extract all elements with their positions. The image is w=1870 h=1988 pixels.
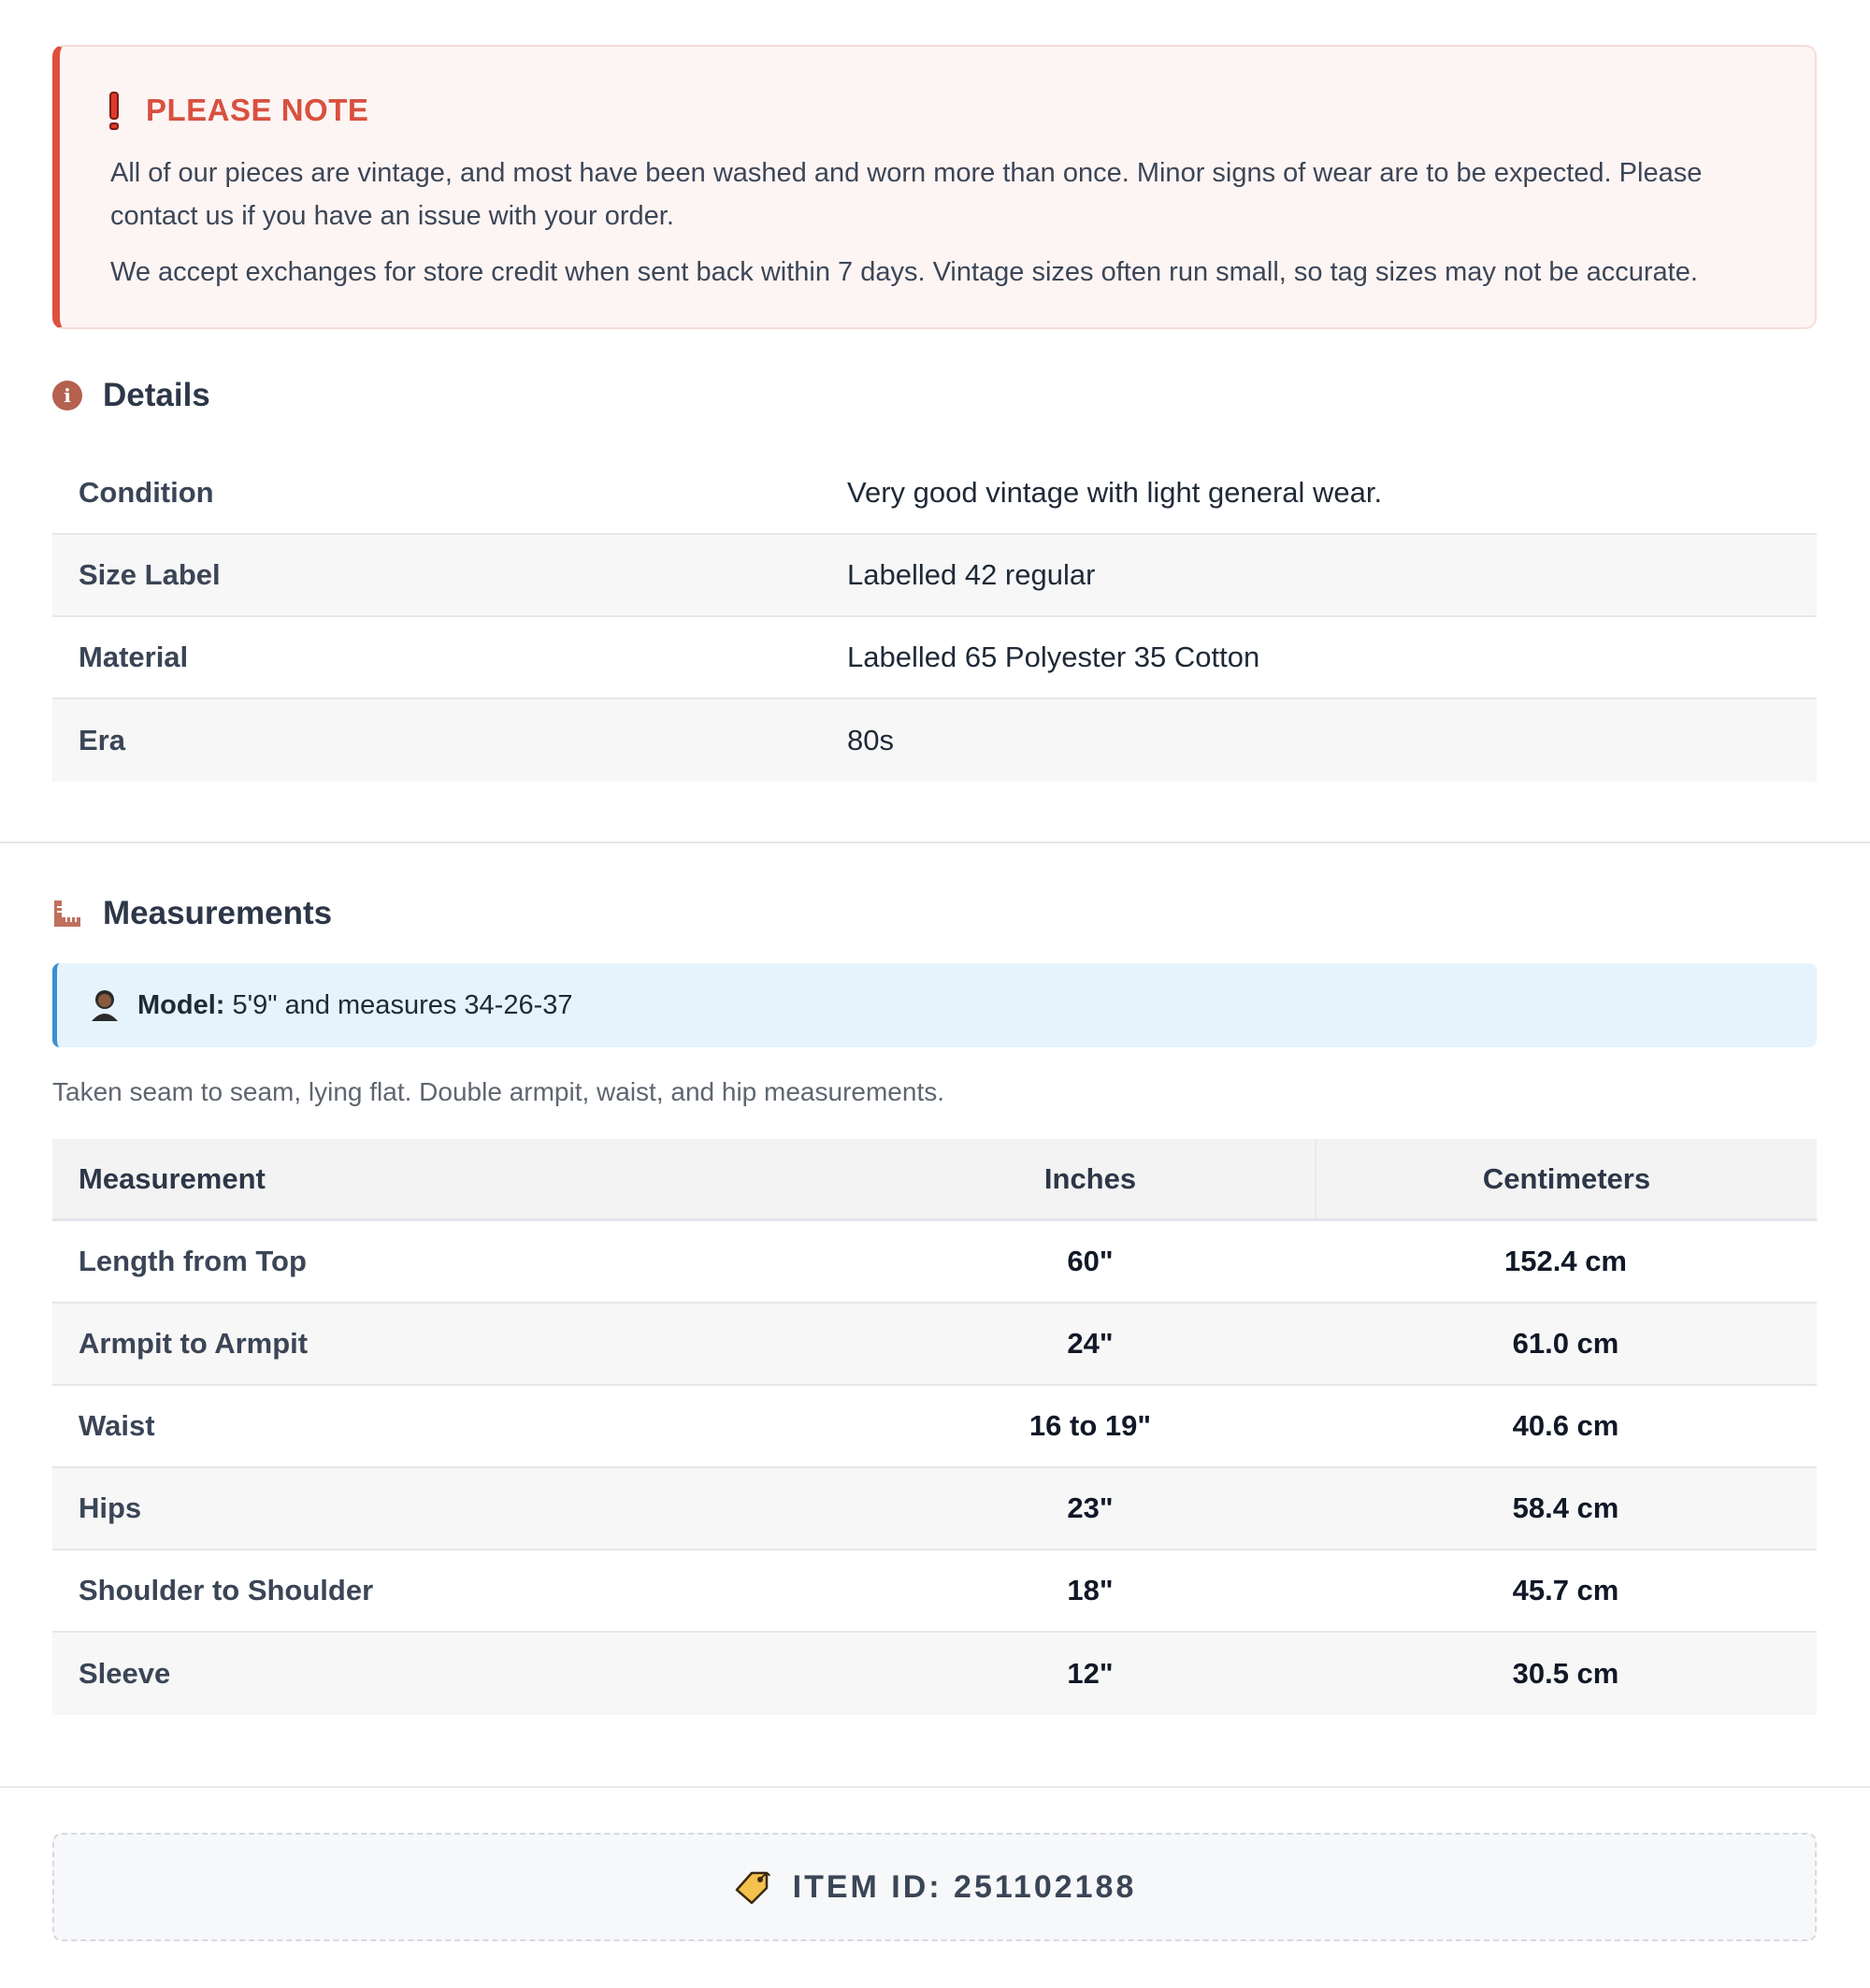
please-note-box (52, 45, 1817, 329)
measurement-inches: 60" (1067, 1245, 1114, 1277)
measurement-inches: 24" (1067, 1327, 1114, 1360)
measurement-name: Sleeve (79, 1657, 171, 1690)
measurement-name: Length from Top (79, 1245, 307, 1277)
table-row (52, 1386, 1817, 1468)
person-icon (89, 988, 121, 1022)
note-paragraph-2: We accept exchanges for store credit when sent back within 7 days. Vintage sizes often run small, so tag sizes may not be accurate. (110, 257, 1698, 287)
measurement-cm: 61.0 cm (1512, 1327, 1619, 1360)
table-row (52, 699, 1817, 782)
header-inches: Inches (1043, 1161, 1137, 1195)
detail-label: Size Label (79, 558, 221, 591)
item-id-box (52, 1833, 1817, 1941)
detail-value: Labelled 42 regular (847, 558, 1096, 591)
ruler-icon (52, 899, 82, 929)
note-title: PLEASE NOTE (146, 93, 369, 127)
measurement-name: Hips (79, 1491, 142, 1524)
model-info-box (52, 963, 1817, 1047)
table-header (52, 1139, 1817, 1221)
model-label: Model: (137, 989, 225, 1020)
table-body (52, 1221, 1817, 1715)
table-row (52, 1550, 1817, 1633)
measurement-caption: Taken seam to seam, lying flat. Double armpit, waist, and hip measurements. (52, 1077, 944, 1106)
detail-label: Era (79, 724, 125, 756)
measurement-inches: 12" (1067, 1657, 1114, 1690)
measurement-cm: 152.4 cm (1504, 1245, 1627, 1277)
detail-value: Very good vintage with light general wear. (847, 476, 1383, 509)
item-id: ITEM ID: 251102188 (792, 1868, 1137, 1905)
header-centimeters: Centimeters (1315, 1139, 1817, 1218)
measurement-inches: 23" (1067, 1491, 1114, 1524)
info-icon: i (52, 381, 82, 411)
detail-value: Labelled 65 Polyester 35 Cotton (847, 641, 1260, 673)
detail-label: Condition (79, 476, 214, 509)
measurement-name: Shoulder to Shoulder (79, 1574, 374, 1606)
measurement-inches: 18" (1067, 1574, 1114, 1606)
details-title: Details (103, 377, 210, 413)
note-paragraph-1: All of our pieces are vintage, and most have been washed and worn more than once. Minor signs of wear are to be expected. Please contact us if you have an issue with your order. (110, 158, 1703, 231)
model-text: 5'9" and measures 34-26-37 (232, 989, 573, 1020)
measurement-name: Armpit to Armpit (79, 1327, 309, 1360)
measurements-table (52, 1139, 1817, 1715)
section-divider (0, 1786, 1870, 1788)
section-divider (0, 842, 1870, 843)
measurement-name: Waist (79, 1409, 155, 1442)
detail-value: 80s (847, 724, 894, 756)
note-header (107, 90, 368, 131)
measurement-inches: 16 to 19" (1028, 1409, 1152, 1442)
details-table (52, 453, 1817, 782)
table-row (52, 1468, 1817, 1550)
measurement-cm: 40.6 cm (1512, 1409, 1619, 1442)
measurements-title: Measurements (103, 895, 333, 931)
table-row (52, 535, 1817, 617)
measurement-cm: 45.7 cm (1512, 1574, 1619, 1606)
measurement-cm: 58.4 cm (1512, 1491, 1619, 1524)
detail-label: Material (79, 641, 189, 673)
table-row (52, 617, 1817, 699)
measurements-header (52, 890, 332, 937)
exclamation-icon (107, 90, 122, 131)
details-header (52, 372, 210, 419)
header-measurement: Measurement (79, 1161, 266, 1195)
table-row (52, 1221, 1817, 1304)
table-row (52, 453, 1817, 535)
tag-icon (733, 1867, 772, 1907)
table-row (52, 1633, 1817, 1715)
measurement-cm: 30.5 cm (1512, 1657, 1619, 1690)
table-row (52, 1304, 1817, 1386)
